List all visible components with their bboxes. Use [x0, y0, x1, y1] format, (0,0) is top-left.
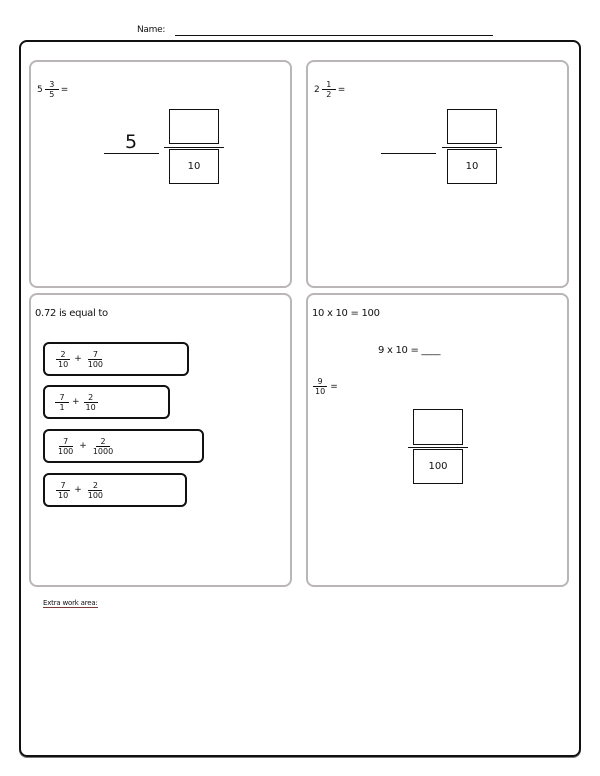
- equals-sign: =: [337, 84, 346, 95]
- denominator-box: [169, 149, 219, 184]
- fraction-numerator: 7: [88, 350, 102, 360]
- denominator-box: [447, 149, 497, 184]
- plus-sign: +: [72, 397, 80, 407]
- problem-panel-3: [29, 293, 292, 587]
- plus-sign: +: [74, 485, 82, 495]
- choice-option-2[interactable]: [43, 385, 170, 419]
- fraction-denominator: 10: [58, 359, 69, 369]
- equals-sign: =: [60, 84, 69, 95]
- fraction-numerator: 1: [322, 80, 336, 90]
- problem-panel-2: [306, 60, 569, 288]
- fraction-numerator: 2: [56, 350, 70, 360]
- equals-sign: =: [330, 381, 338, 392]
- fraction-numerator: 2: [84, 393, 98, 403]
- fraction-a: [55, 393, 69, 412]
- fraction-numerator: 9: [313, 377, 327, 387]
- whole-number-answer-line[interactable]: [381, 153, 436, 154]
- fraction-numerator: 7: [55, 393, 69, 403]
- plus-sign: +: [79, 441, 87, 451]
- fraction-numerator: 7: [59, 437, 73, 447]
- numerator-answer-box[interactable]: [169, 109, 219, 144]
- problem-3-prompt: 0.72 is equal to: [35, 308, 108, 319]
- plus-sign: +: [74, 354, 82, 364]
- fraction-bar: [164, 147, 224, 148]
- fraction-denominator: 10: [58, 490, 69, 500]
- denominator-value: 100: [428, 461, 448, 472]
- prompt-fraction: [322, 80, 336, 99]
- choice-option-4[interactable]: [43, 473, 187, 507]
- choice-option-1[interactable]: [43, 342, 189, 376]
- extra-work-area[interactable]: [29, 612, 569, 747]
- fraction-b: [90, 437, 116, 456]
- problem-panel-4: [306, 293, 569, 587]
- numerator-answer-box[interactable]: [447, 109, 497, 144]
- fraction-bar: [442, 147, 502, 148]
- fraction-b: [85, 481, 106, 500]
- extra-work-area-label: Extra work area:: [43, 599, 98, 607]
- problem-1-prompt: [37, 80, 68, 99]
- numerator-answer-box[interactable]: [413, 409, 463, 445]
- prompt-fraction: [312, 377, 328, 396]
- fraction-denominator: 1: [59, 402, 65, 412]
- fraction-a: [55, 481, 71, 500]
- fraction-a: [55, 437, 76, 456]
- mixed-whole: 2: [314, 84, 320, 95]
- mixed-whole: 5: [37, 84, 43, 95]
- fraction-numerator: 3: [45, 80, 59, 90]
- denominator-box: [413, 449, 463, 484]
- fraction-denominator: 100: [58, 446, 74, 456]
- prompt-fraction: [45, 80, 59, 99]
- fraction-bar: [408, 447, 468, 448]
- fraction-denominator: 1000: [92, 446, 114, 456]
- fraction-denominator: 5: [49, 90, 55, 99]
- fraction-a: [55, 350, 71, 369]
- choice-option-3[interactable]: [43, 429, 204, 463]
- denominator-value: 10: [465, 161, 479, 172]
- problem-panel-1: [29, 60, 292, 288]
- fraction-prompt: [312, 377, 338, 396]
- fraction-b: [83, 393, 99, 412]
- fraction-denominator: 10: [315, 387, 326, 396]
- fraction-denominator: 100: [87, 359, 104, 369]
- answer-whole-number: 5: [124, 131, 138, 153]
- fraction-numerator: 7: [56, 481, 70, 491]
- name-label: Name:: [137, 25, 166, 35]
- denominator-value: 10: [187, 161, 201, 172]
- example-equation: 10 x 10 = 100: [312, 308, 380, 319]
- fraction-denominator: 100: [87, 490, 104, 500]
- whole-number-line: [104, 153, 159, 154]
- fraction-denominator: 10: [85, 402, 96, 412]
- multiplication-question: 9 x 10 = ____: [378, 345, 441, 356]
- fraction-numerator: 2: [96, 437, 110, 447]
- fraction-denominator: 2: [326, 90, 332, 99]
- fraction-b: [85, 350, 106, 369]
- name-input-line[interactable]: [175, 35, 493, 36]
- problem-2-prompt: [314, 80, 345, 99]
- fraction-numerator: 2: [88, 481, 102, 491]
